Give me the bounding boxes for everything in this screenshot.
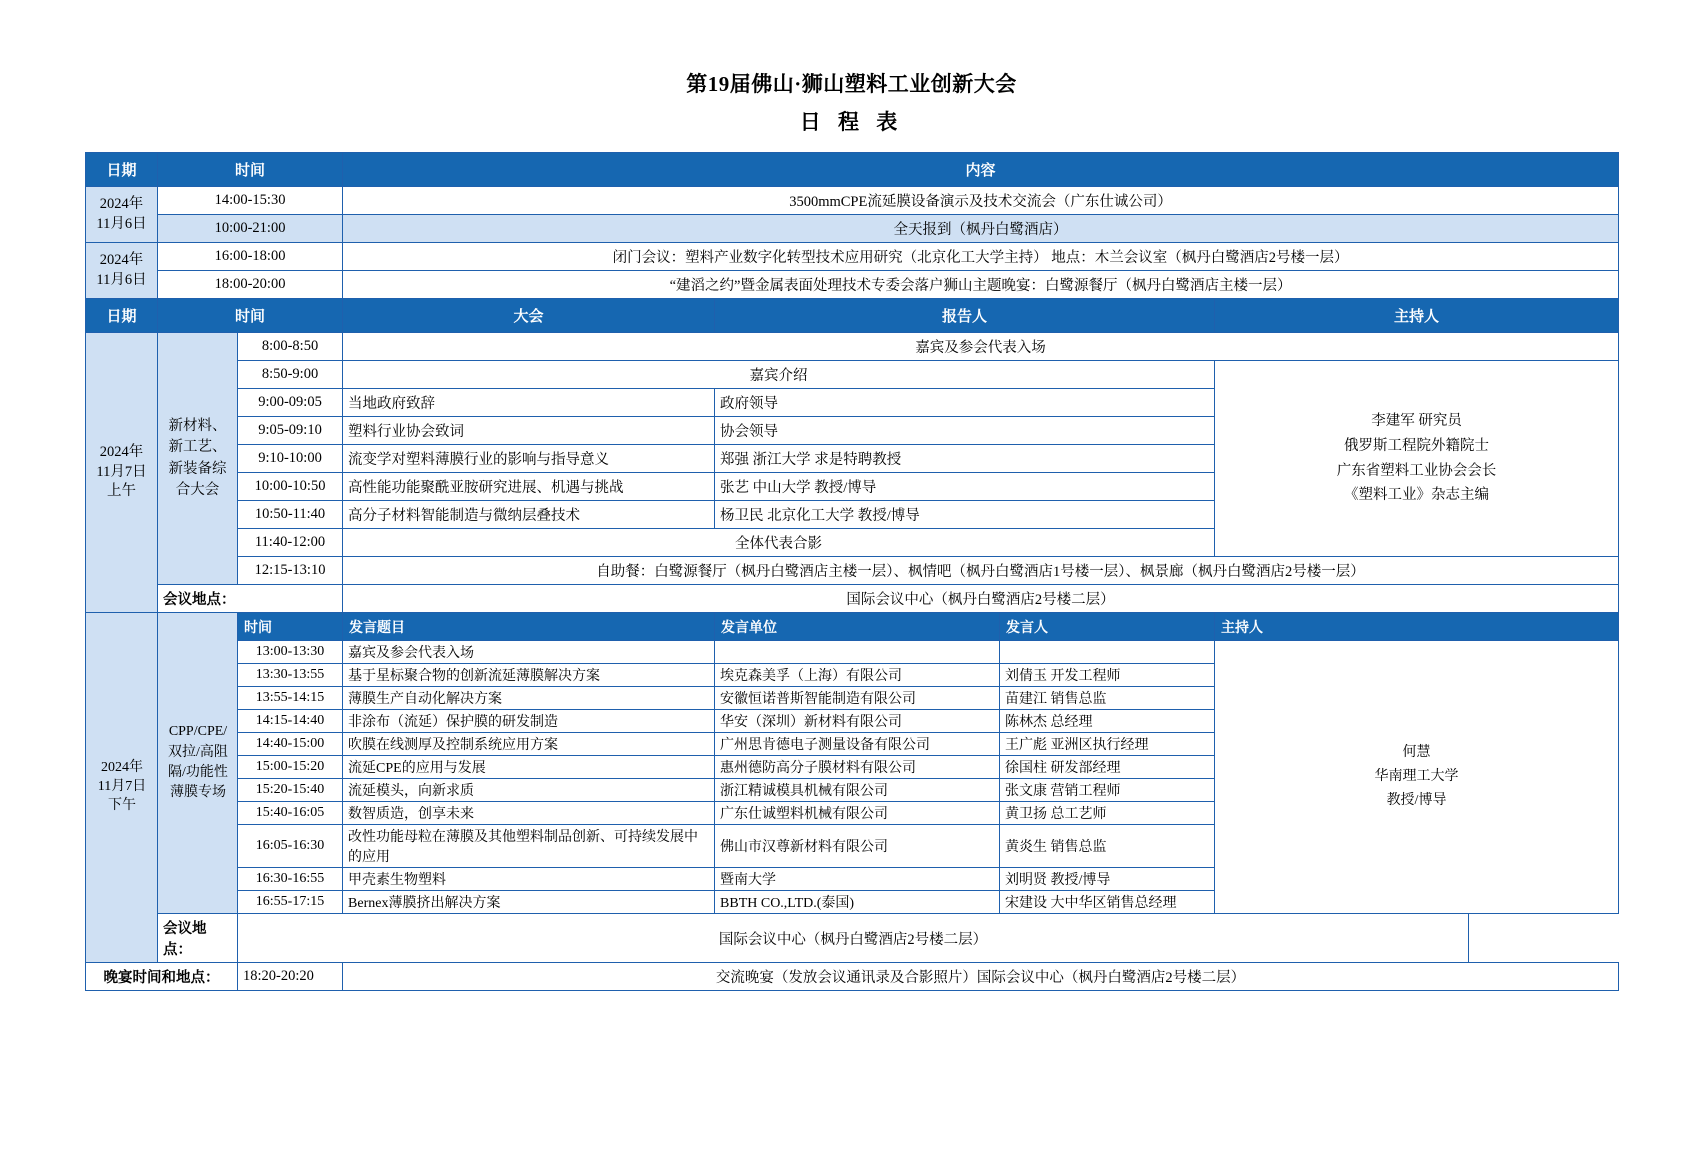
date-line-2: 11月7日 — [97, 779, 147, 795]
org-cell: BBTH CO.,LTD.(泰国) — [715, 891, 1000, 914]
subheader-host: 主持人 — [1215, 613, 1619, 641]
session-cell: 流变学对塑料薄膜行业的影响与指导意义 — [343, 445, 715, 473]
time-cell: 15:00-15:20 — [238, 756, 343, 779]
venue-row-am — [86, 585, 1619, 613]
topic-cell: 流延CPE的应用与发展 — [343, 756, 715, 779]
header-date: 日期 — [86, 299, 158, 333]
table2-header-row — [86, 299, 1619, 333]
venue-label: 会议地点： — [158, 585, 343, 613]
subheader-topic: 发言题目 — [343, 613, 715, 641]
host-line-2: 俄罗斯工程院外籍院士 — [1344, 437, 1490, 454]
date-cell-nov7-pm — [86, 613, 158, 963]
host-line-4: 《塑料工业》杂志主编 — [1344, 487, 1490, 504]
org-cell: 广东仕诚塑料机械有限公司 — [715, 802, 1000, 825]
venue-value: 国际会议中心（枫丹白鹭酒店2号楼二层） — [343, 585, 1619, 613]
speaker-cell: 政府领导 — [715, 389, 1215, 417]
dinner-content: 交流晚宴（发放会议通讯录及合影照片）国际会议中心（枫丹白鹭酒店2号楼二层） — [343, 963, 1619, 991]
session-cell: 高性能功能聚酰亚胺研究进展、机遇与挑战 — [343, 473, 715, 501]
time-cell: 15:40-16:05 — [238, 802, 343, 825]
date-cell-nov6-a — [86, 187, 158, 243]
table-row — [86, 557, 1619, 585]
table-row — [86, 361, 1619, 389]
host-cell-pm — [1215, 641, 1619, 914]
org-cell — [715, 641, 1000, 664]
session-cell: 嘉宾及参会代表入场 — [343, 333, 1619, 361]
org-cell: 广州思肯德电子测量设备有限公司 — [715, 733, 1000, 756]
org-cell: 佛山市汉尊新材料有限公司 — [715, 825, 1000, 868]
content-cell: “建滔之约”暨金属表面处理技术专委会落户狮山主题晚宴：白鹭源餐厅（枫丹白鹭酒店主楼一层） — [343, 271, 1619, 299]
time-cell: 14:00-15:30 — [158, 187, 343, 215]
time-cell: 16:55-17:15 — [238, 891, 343, 914]
org-cell: 华安（深圳）新材料有限公司 — [715, 710, 1000, 733]
topic-cell: 改性功能母粒在薄膜及其他塑料制品创新、可持续发展中的应用 — [343, 825, 715, 868]
org-cell: 埃克森美孚（上海）有限公司 — [715, 664, 1000, 687]
speaker-cell: 张艺 中山大学 教授/博导 — [715, 473, 1215, 501]
header-content: 内容 — [343, 153, 1619, 187]
time-cell: 14:15-14:40 — [238, 710, 343, 733]
time-cell: 16:05-16:30 — [238, 825, 343, 868]
time-cell: 12:15-13:10 — [238, 557, 343, 585]
time-cell: 16:30-16:55 — [238, 868, 343, 891]
topic-cell: 流延模头，向新求质 — [343, 779, 715, 802]
venue-value: 国际会议中心（枫丹白鹭酒店2号楼二层） — [238, 914, 1469, 963]
time-cell: 11:40-12:00 — [238, 529, 343, 557]
dinner-row — [86, 963, 1619, 991]
subheader-speaker: 发言人 — [1000, 613, 1215, 641]
date-line-2: 11月6日 — [96, 215, 147, 232]
topic-cell: Bernex薄膜挤出解决方案 — [343, 891, 715, 914]
date-line-2: 11月7日 — [96, 463, 147, 480]
topic-cell: 非涂布（流延）保护膜的研发制造 — [343, 710, 715, 733]
org-cell: 惠州德防高分子膜材料有限公司 — [715, 756, 1000, 779]
title-block — [0, 0, 1703, 136]
table1-header-row — [86, 153, 1619, 187]
session-cell: 嘉宾介绍 — [343, 361, 1215, 389]
speaker-cell: 刘倩玉 开发工程师 — [1000, 664, 1215, 687]
table3-header-row — [86, 613, 1619, 641]
dinner-time: 18:20-20:20 — [238, 963, 343, 991]
table-row — [86, 243, 1619, 271]
topic-cell: 数智质造，创享未来 — [343, 802, 715, 825]
org-cell: 浙江精诚模具机械有限公司 — [715, 779, 1000, 802]
speaker-cell: 杨卫民 北京化工大学 教授/博导 — [715, 501, 1215, 529]
date-cell-nov6-b — [86, 243, 158, 299]
speaker-cell: 徐国柱 研发部经理 — [1000, 756, 1215, 779]
page-subtitle: 日 程 表 — [799, 110, 904, 134]
host-cell-am — [1215, 361, 1619, 557]
time-cell: 13:55-14:15 — [238, 687, 343, 710]
table-row — [86, 187, 1619, 215]
time-cell: 9:10-10:00 — [238, 445, 343, 473]
date-line-1: 2024年 — [101, 760, 143, 776]
header-host: 主持人 — [1215, 299, 1619, 333]
host-line-1: 李建军 研究员 — [1371, 413, 1462, 430]
schedule-table — [85, 152, 1619, 991]
speaker-cell: 陈林杰 总经理 — [1000, 710, 1215, 733]
track-label-am: 新材料、新工艺、新装备综合大会 — [158, 333, 238, 585]
host-line-3: 广东省塑料工业协会会长 — [1336, 462, 1497, 479]
speaker-cell: 宋建设 大中华区销售总经理 — [1000, 891, 1215, 914]
time-cell: 16:00-18:00 — [158, 243, 343, 271]
date-line-1: 2024年 — [99, 195, 144, 212]
time-cell: 8:50-9:00 — [238, 361, 343, 389]
speaker-cell: 协会领导 — [715, 417, 1215, 445]
header-session: 大会 — [343, 299, 715, 333]
table-row — [86, 215, 1619, 243]
content-cell: 3500mmCPE流延膜设备演示及技术交流会（广东仕诚公司） — [343, 187, 1619, 215]
session-cell: 当地政府致辞 — [343, 389, 715, 417]
time-cell: 18:00-20:00 — [158, 271, 343, 299]
time-cell: 10:00-21:00 — [158, 215, 343, 243]
time-cell: 13:30-13:55 — [238, 664, 343, 687]
time-cell: 10:00-10:50 — [238, 473, 343, 501]
track-label-pm: CPP/CPE/双拉/高阻隔/功能性薄膜专场 — [158, 613, 238, 914]
session-cell: 高分子材料智能制造与微纳层叠技术 — [343, 501, 715, 529]
table-row — [86, 271, 1619, 299]
content-cell: 闭门会议：塑料产业数字化转型技术应用研究（北京化工大学主持） 地点：木兰会议室（枫丹白鹭酒店2号楼一层） — [343, 243, 1619, 271]
subheader-time: 时间 — [238, 613, 343, 641]
header-date: 日期 — [86, 153, 158, 187]
date-line-2: 11月6日 — [96, 271, 147, 288]
topic-cell: 嘉宾及参会代表入场 — [343, 641, 715, 664]
venue-label: 会议地点： — [158, 914, 238, 963]
host-line-3: 教授/博导 — [1386, 792, 1447, 808]
speaker-cell: 王广彪 亚洲区执行经理 — [1000, 733, 1215, 756]
speaker-cell: 苗建江 销售总监 — [1000, 687, 1215, 710]
date-line-3: 上午 — [107, 483, 136, 500]
dinner-label: 晚宴时间和地点： — [86, 963, 238, 991]
topic-cell: 基于星标聚合物的创新流延薄膜解决方案 — [343, 664, 715, 687]
date-line-3: 下午 — [108, 797, 136, 813]
subheader-org: 发言单位 — [715, 613, 1000, 641]
date-cell-nov7-am — [86, 333, 158, 613]
time-cell: 14:40-15:00 — [238, 733, 343, 756]
org-cell: 暨南大学 — [715, 868, 1000, 891]
page-title: 第19届佛山·狮山塑料工业创新大会 — [686, 72, 1017, 96]
org-cell: 安徽恒诺普斯智能制造有限公司 — [715, 687, 1000, 710]
table-row — [86, 641, 1619, 664]
topic-cell: 甲壳素生物塑料 — [343, 868, 715, 891]
speaker-cell: 黄炎生 销售总监 — [1000, 825, 1215, 868]
session-cell: 全体代表合影 — [343, 529, 1215, 557]
session-cell: 塑料行业协会致词 — [343, 417, 715, 445]
time-cell: 9:00-09:05 — [238, 389, 343, 417]
header-time: 时间 — [158, 299, 343, 333]
time-cell: 9:05-09:10 — [238, 417, 343, 445]
topic-cell: 薄膜生产自动化解决方案 — [343, 687, 715, 710]
time-cell: 13:00-13:30 — [238, 641, 343, 664]
host-line-1: 何慧 — [1402, 745, 1431, 761]
topic-cell: 吹膜在线测厚及控制系统应用方案 — [343, 733, 715, 756]
time-cell: 15:20-15:40 — [238, 779, 343, 802]
session-cell: 自助餐：白鹭源餐厅（枫丹白鹭酒店主楼一层）、枫情吧（枫丹白鹭酒店1号楼一层）、枫景廊（枫丹白鹭酒店2号楼一层） — [343, 557, 1619, 585]
header-speaker: 报告人 — [715, 299, 1215, 333]
date-line-1: 2024年 — [99, 444, 144, 461]
host-line-2: 华南理工大学 — [1374, 769, 1459, 785]
date-line-1: 2024年 — [99, 251, 144, 268]
speaker-cell: 刘明贤 教授/博导 — [1000, 868, 1215, 891]
speaker-cell: 张文康 营销工程师 — [1000, 779, 1215, 802]
speaker-cell: 黄卫扬 总工艺师 — [1000, 802, 1215, 825]
header-time: 时间 — [158, 153, 343, 187]
time-cell: 10:50-11:40 — [238, 501, 343, 529]
venue-row-pm — [86, 914, 1619, 963]
table-row — [86, 333, 1619, 361]
speaker-cell — [1000, 641, 1215, 664]
content-cell: 全天报到（枫丹白鹭酒店） — [343, 215, 1619, 243]
speaker-cell: 郑强 浙江大学 求是特聘教授 — [715, 445, 1215, 473]
time-cell: 8:00-8:50 — [238, 333, 343, 361]
